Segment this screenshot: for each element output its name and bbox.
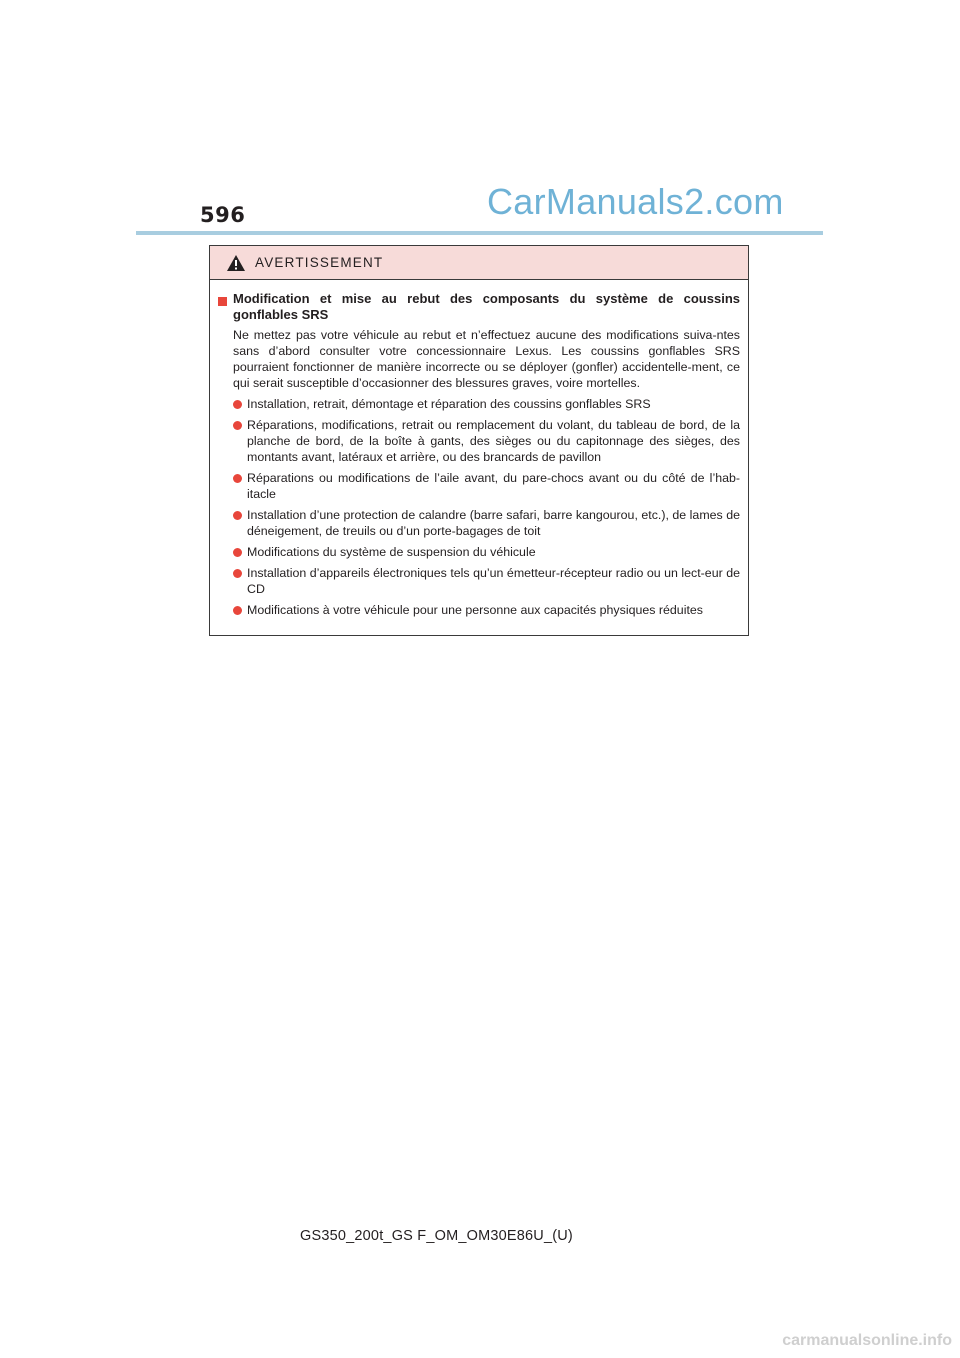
warning-header [210,246,748,280]
bullet-dot-icon [233,569,242,578]
bullet-dot-icon [233,606,242,615]
bullet-dot-icon [233,400,242,409]
list-item [233,602,740,618]
list-item [233,396,740,412]
list-item-text: Réparations ou modifications de l’aile avant, du pare-chocs avant ou du côté de l’hab-itacle [247,471,740,501]
warning-triangle-icon [226,254,246,272]
list-item [233,565,740,597]
list-item-text: Réparations, modifications, retrait ou remplacement du volant, du tableau de bord, de la planche de bord, de la boîte à gants, des sièges ou du capitonnage des sièges, des montants avant, latéraux et arrière, ou des brancards de pavillon [247,418,740,464]
page-number: 596 [200,203,246,227]
bullet-dot-icon [233,421,242,430]
list-item-text: Installation d’appareils électroniques tels qu’un émetteur-récepteur radio ou un lect-eur de CD [247,566,740,596]
warning-body [210,280,748,618]
warning-paragraph: Ne mettez pas votre véhicule au rebut et n’effectuez aucune des modifications suiva-ntes sans d’abord consulter votre concessionnaire Lexus. Les coussins gonflables SRS pourraient fonctionner de manière incorrecte ou se déployer (gonfler) accidentelle-ment, ce qui serait susceptible d’occasionner des blessures graves, voire mortelles. [233,328,740,390]
warning-title: AVERTISSEMENT [255,255,384,270]
list-item [233,507,740,539]
watermark-logo: CarManuals2.com [487,181,784,222]
list-item [233,544,740,560]
square-bullet-icon [218,297,227,306]
list-item [233,417,740,465]
bullet-list [233,396,740,618]
list-item-text: Modifications à votre véhicule pour une personne aux capacités physiques réduites [247,603,703,617]
bullet-dot-icon [233,511,242,520]
warning-box [209,245,749,636]
header-rule [136,231,823,235]
list-item [233,470,740,502]
list-item-text: Installation, retrait, démontage et réparation des coussins gonflables SRS [247,397,651,411]
bullet-dot-icon [233,548,242,557]
list-item-text: Installation d’une protection de calandre (barre safari, barre kangourou, etc.), de lames de déneigement, de treuils ou d’un porte-bagages de toit [247,508,740,538]
site-watermark: carmanualsonline.info [782,1332,952,1349]
footer-code: GS350_200t_GS F_OM_OM30E86U_(U) [300,1228,573,1244]
list-item-text: Modifications du système de suspension du véhicule [247,545,536,559]
section-title: Modification et mise au rebut des composants du système de coussins gonflables SRS [233,291,740,322]
bullet-dot-icon [233,474,242,483]
section-heading [218,291,740,323]
